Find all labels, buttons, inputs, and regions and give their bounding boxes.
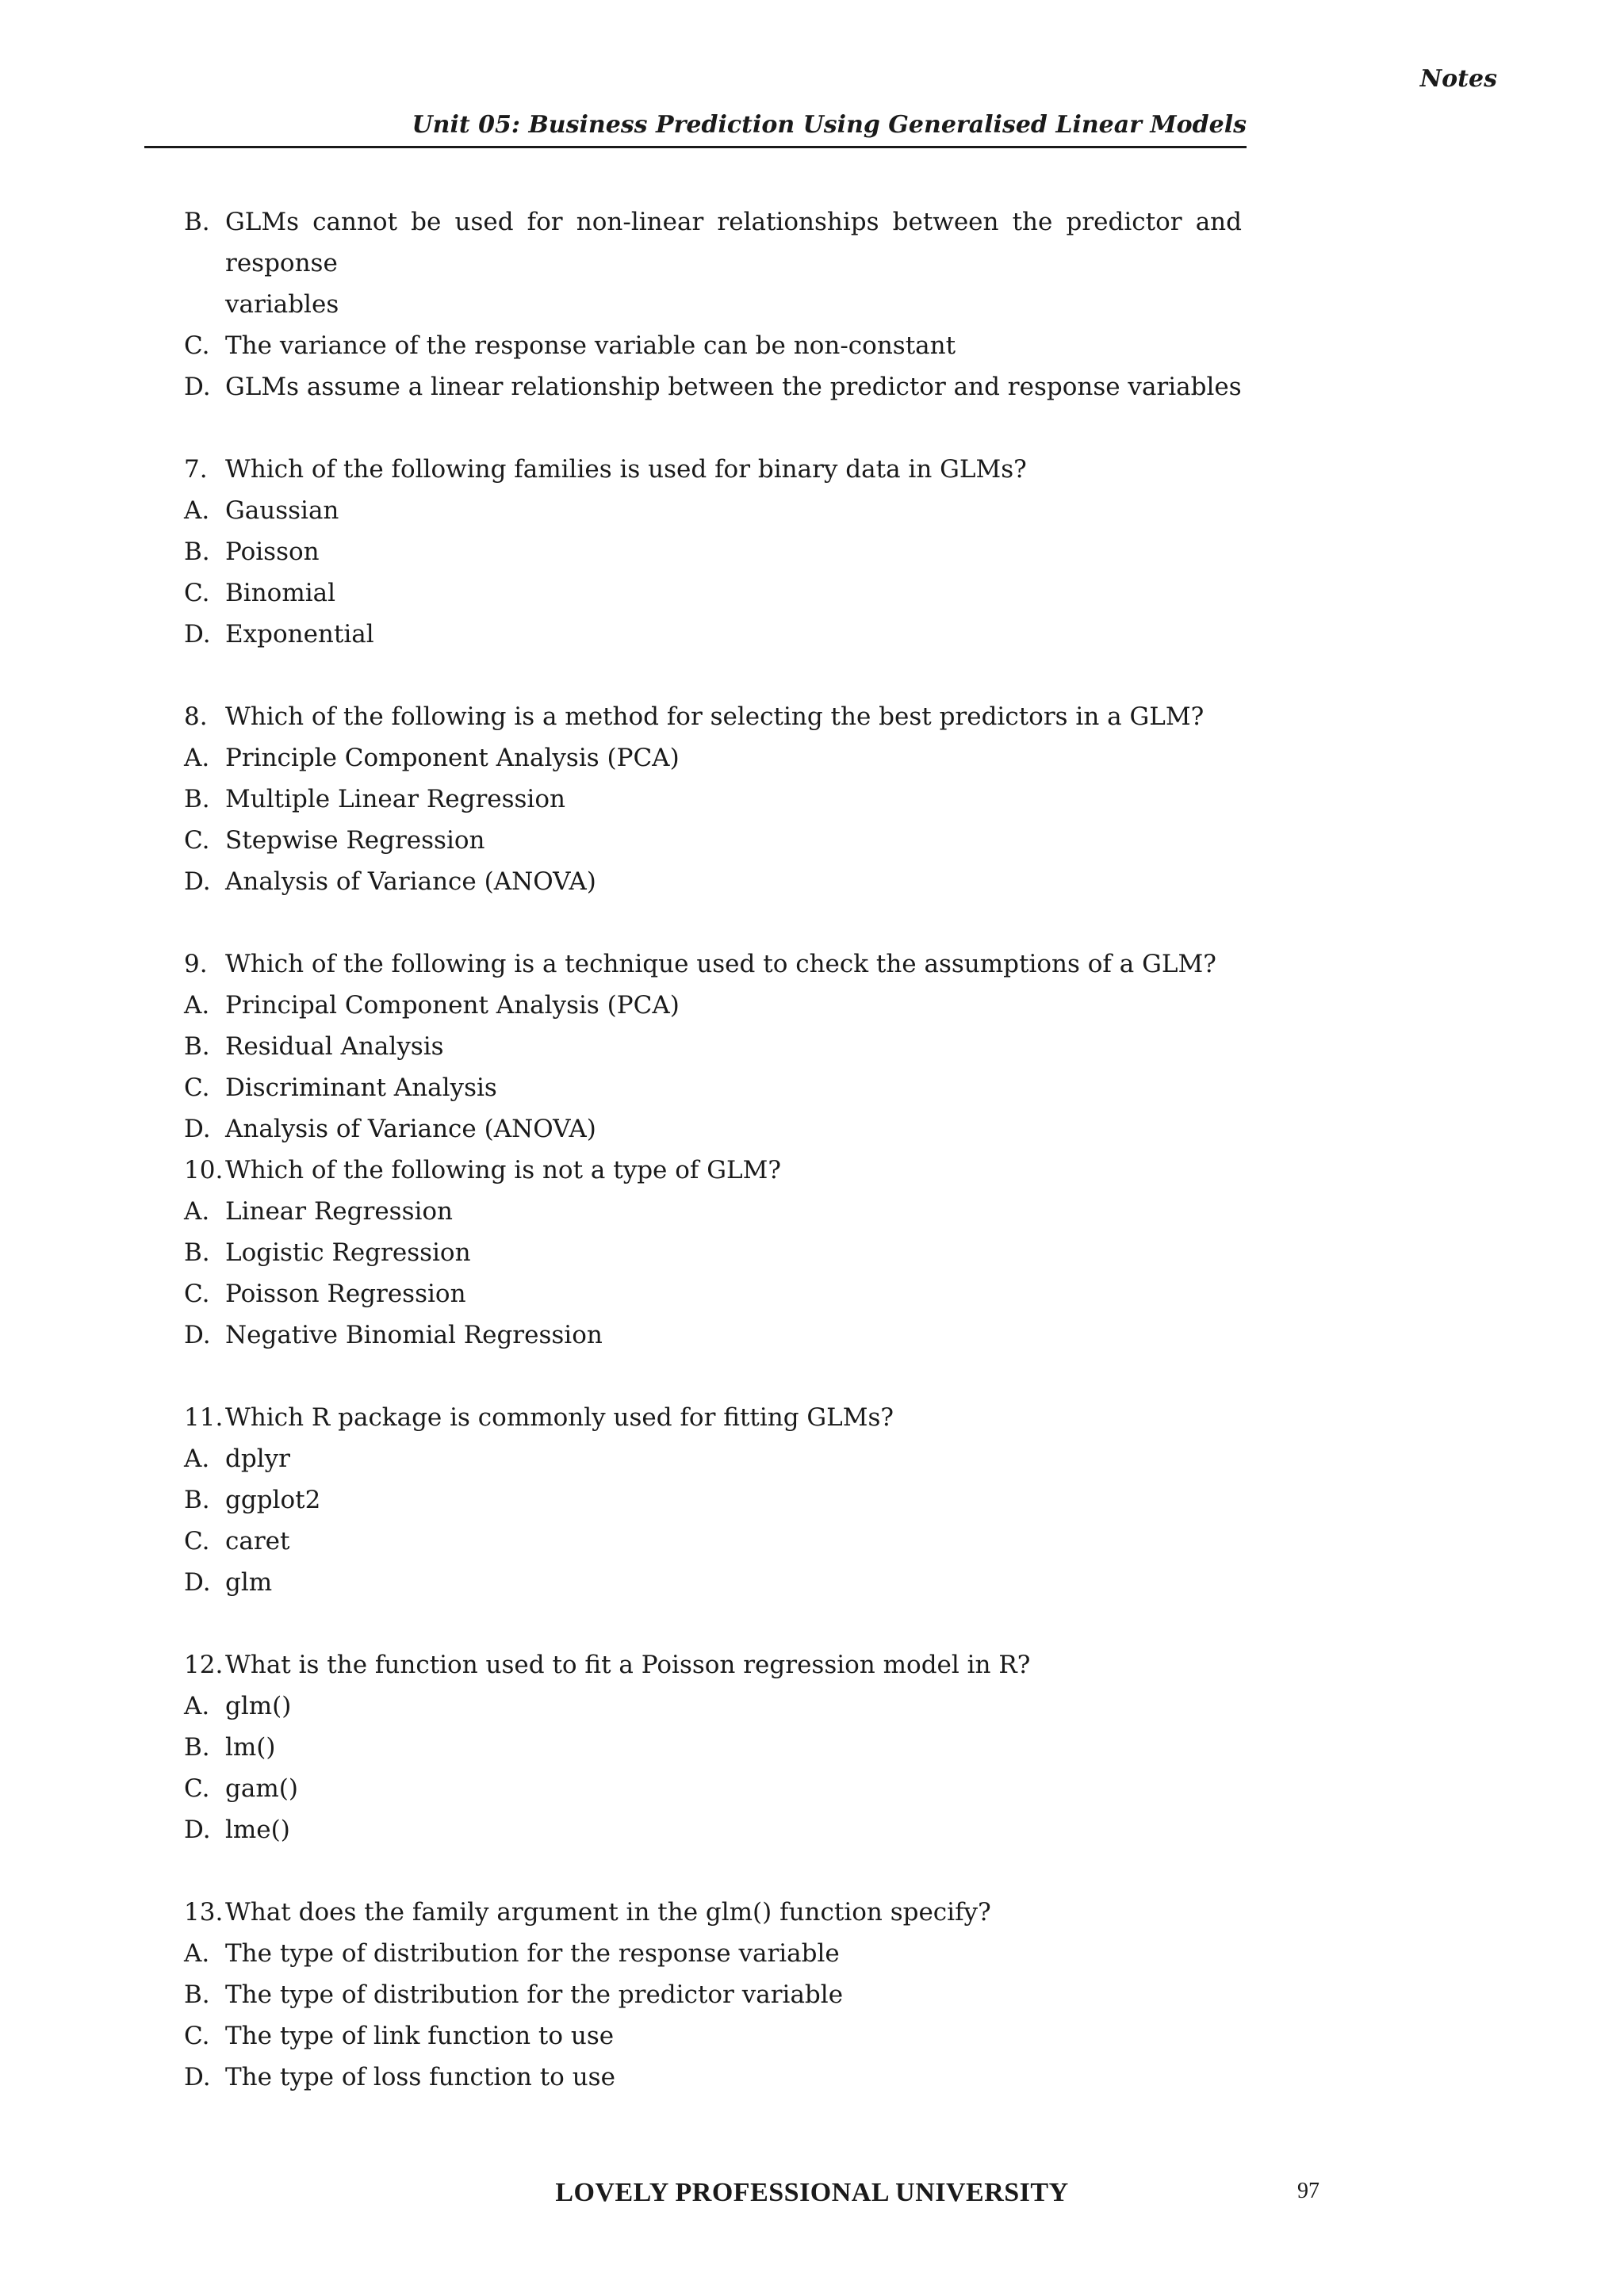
option-item	[184, 1273, 1242, 1314]
option-item	[184, 325, 1242, 366]
question-number: 12.	[184, 1651, 224, 1679]
option-item	[184, 490, 1242, 531]
question-content	[184, 201, 1242, 2098]
option-marker: D.	[184, 867, 211, 896]
question-9	[184, 943, 1242, 985]
option-item	[184, 1686, 1242, 1727]
question-text: Which of the following is not a type of GLM?	[225, 1156, 781, 1184]
option-item	[184, 1232, 1242, 1273]
option-text: Multiple Linear Regression	[225, 785, 565, 813]
option-marker: C.	[184, 1073, 210, 1102]
option-marker: B.	[184, 1486, 210, 1514]
option-item	[184, 2015, 1242, 2057]
option-item	[184, 1191, 1242, 1232]
question-12	[184, 1644, 1242, 1686]
option-marker: C.	[184, 1774, 210, 1803]
option-item	[184, 201, 1242, 284]
question-number: 11.	[184, 1403, 224, 1432]
question-number: 8.	[184, 702, 208, 731]
option-marker: B.	[184, 208, 210, 236]
option-text: The type of distribution for the predictor variable	[225, 1980, 844, 2009]
option-marker: A.	[184, 991, 210, 1020]
option-marker: C.	[184, 1527, 210, 1556]
option-marker: B.	[184, 1980, 210, 2009]
question-8	[184, 696, 1242, 737]
question-number: 10.	[184, 1156, 224, 1184]
option-item	[184, 614, 1242, 655]
question-text: Which of the following is a technique used to check the assumptions of a GLM?	[225, 950, 1216, 978]
option-item	[184, 737, 1242, 779]
option-item	[184, 1479, 1242, 1521]
page-number: 97	[1297, 2179, 1320, 2203]
option-marker: B.	[184, 1032, 210, 1061]
option-text-continuation: variables	[225, 290, 339, 319]
option-text: Stepwise Regression	[225, 826, 485, 855]
option-item	[184, 985, 1242, 1026]
option-item	[184, 1809, 1242, 1850]
option-text: The type of distribution for the response variable	[225, 1939, 840, 1968]
option-marker: D.	[184, 1568, 211, 1597]
option-text: The variance of the response variable can be non-constant	[225, 331, 956, 360]
option-item	[184, 1933, 1242, 1974]
notes-label: Notes	[1419, 65, 1497, 93]
question-number: 7.	[184, 455, 208, 484]
option-marker: B.	[184, 538, 210, 566]
question-text: Which of the following is a method for selecting the best predictors in a GLM?	[225, 702, 1205, 731]
option-item	[184, 1562, 1242, 1603]
question-number: 9.	[184, 950, 208, 978]
option-marker: C.	[184, 2022, 210, 2050]
option-item	[184, 366, 1242, 408]
option-item	[184, 1108, 1242, 1150]
option-marker: A.	[184, 1939, 210, 1968]
option-text: glm	[225, 1568, 273, 1597]
option-marker: D.	[184, 2063, 211, 2091]
option-text: Analysis of Variance (ANOVA)	[225, 867, 596, 896]
option-marker: D.	[184, 373, 211, 401]
question-7	[184, 449, 1242, 490]
option-text: The type of link function to use	[225, 2022, 615, 2050]
option-text: lm()	[225, 1733, 276, 1762]
question-13	[184, 1892, 1242, 1933]
option-item	[184, 1974, 1242, 2015]
option-marker: C.	[184, 1280, 210, 1308]
option-marker: D.	[184, 620, 211, 649]
option-marker: A.	[184, 744, 210, 772]
option-text: glm()	[225, 1692, 292, 1720]
option-marker: A.	[184, 1692, 210, 1720]
option-text: lme()	[225, 1816, 290, 1844]
option-marker: A.	[184, 1445, 210, 1473]
question-text: What does the family argument in the glm() function specify?	[225, 1898, 991, 1927]
footer-university: LOVELY PROFESSIONAL UNIVERSITY	[555, 2178, 1069, 2207]
question-text: Which R package is commonly used for fitting GLMs?	[225, 1403, 894, 1432]
option-text: Analysis of Variance (ANOVA)	[225, 1115, 596, 1143]
option-marker: D.	[184, 1321, 211, 1349]
option-item	[184, 572, 1242, 614]
option-text: dplyr	[225, 1445, 290, 1473]
question-text: What is the function used to fit a Poisson regression model in R?	[225, 1651, 1031, 1679]
question-11	[184, 1397, 1242, 1438]
option-item	[184, 820, 1242, 861]
question-10	[184, 1150, 1242, 1191]
option-text: Exponential	[225, 620, 374, 649]
option-text: The type of loss function to use	[225, 2063, 615, 2091]
option-item	[184, 861, 1242, 902]
option-text: Poisson	[225, 538, 320, 566]
option-item	[184, 1438, 1242, 1479]
option-item	[184, 2057, 1242, 2098]
option-item	[184, 779, 1242, 820]
question-number: 13.	[184, 1898, 224, 1927]
option-marker: D.	[184, 1115, 211, 1143]
option-marker: B.	[184, 1733, 210, 1762]
option-text: ggplot2	[225, 1486, 321, 1514]
option-text: Principle Component Analysis (PCA)	[225, 744, 680, 772]
option-item	[184, 1521, 1242, 1562]
option-item	[184, 1026, 1242, 1067]
header-rule	[144, 146, 1247, 148]
option-marker: B.	[184, 785, 210, 813]
option-text: Negative Binomial Regression	[225, 1321, 603, 1349]
question-text: Which of the following families is used for binary data in GLMs?	[225, 455, 1027, 484]
option-marker: A.	[184, 496, 210, 525]
option-marker: C.	[184, 331, 210, 360]
option-item	[184, 1768, 1242, 1809]
option-text: Gaussian	[225, 496, 339, 525]
option-text: Linear Regression	[225, 1197, 454, 1226]
option-marker: C.	[184, 826, 210, 855]
option-text: Principal Component Analysis (PCA)	[225, 991, 680, 1020]
option-item	[184, 531, 1242, 572]
option-marker: C.	[184, 579, 210, 607]
option-text: Discriminant Analysis	[225, 1073, 497, 1102]
option-text: GLMs cannot be used for non-linear relationships between the predictor and response	[225, 208, 1242, 277]
option-text: Binomial	[225, 579, 336, 607]
option-text: gam()	[225, 1774, 298, 1803]
option-text: Logistic Regression	[225, 1238, 471, 1267]
option-text: GLMs assume a linear relationship between the predictor and response variables	[225, 373, 1242, 401]
option-item	[184, 1727, 1242, 1768]
option-item	[184, 1067, 1242, 1108]
option-text: caret	[225, 1527, 290, 1556]
option-marker: D.	[184, 1816, 211, 1844]
unit-header-title: Unit 05: Business Prediction Using Generalised Linear Models	[412, 111, 1247, 139]
option-item	[184, 1314, 1242, 1356]
option-text: Poisson Regression	[225, 1280, 466, 1308]
option-marker: A.	[184, 1197, 210, 1226]
option-text: Residual Analysis	[225, 1032, 444, 1061]
option-marker: B.	[184, 1238, 210, 1267]
